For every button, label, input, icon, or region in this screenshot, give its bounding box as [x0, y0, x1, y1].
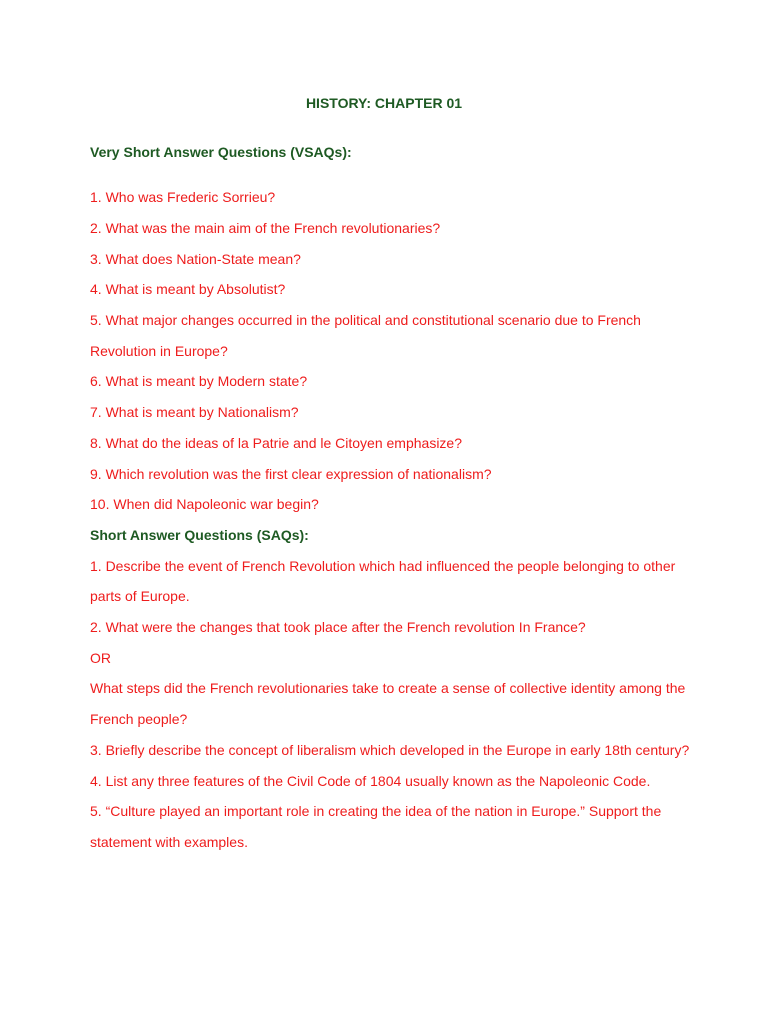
vsaq-question: 1. Who was Frederic Sorrieu?	[90, 189, 276, 206]
vsaq-question: 6. What is meant by Modern state?	[90, 373, 308, 390]
saq-list	[90, 551, 690, 858]
vsaq-heading: Very Short Answer Questions (VSAQs):	[90, 144, 352, 160]
vsaq-question: 4. What is meant by Absolutist?	[90, 281, 286, 298]
vsaq-question: 5. What major changes occurred in the political and constitutional scenario due to French Revolution in Europe?	[90, 312, 641, 359]
vsaq-list	[90, 182, 690, 520]
vsaq-question: 3. What does Nation-State mean?	[90, 250, 301, 267]
saq-or-separator: OR	[90, 649, 111, 666]
vsaq-question: 8. What do the ideas of la Patrie and le Citoyen emphasize?	[90, 434, 462, 451]
vsaq-question: 9. Which revolution was the first clear expression of nationalism?	[90, 465, 492, 482]
saq-question: 3. Briefly describe the concept of liberalism which developed in the Europe in early 18th century?	[90, 741, 690, 758]
saq-question: 2. What were the changes that took place after the French revolution In France?	[90, 619, 586, 636]
saq-heading: Short Answer Questions (SAQs):	[90, 526, 309, 543]
document-title: HISTORY: CHAPTER 01	[305, 95, 463, 111]
document-content	[90, 137, 690, 858]
saq-question: What steps did the French revolutionaries take to create a sense of collective identity among the French people?	[90, 680, 686, 728]
vsaq-question: 7. What is meant by Nationalism?	[90, 404, 299, 421]
vsaq-question: 10. When did Napoleonic war begin?	[90, 496, 319, 513]
section-gap	[90, 168, 690, 183]
saq-question: 1. Describe the event of French Revolution which had influenced the people belonging to other parts of Europe.	[90, 557, 676, 605]
vsaq-question: 2. What was the main aim of the French revolutionaries?	[90, 219, 441, 236]
saq-question: 4. List any three features of the Civil Code of 1804 usually known as the Napoleonic Code.	[90, 772, 651, 789]
saq-question: 5. “Culture played an important role in creating the idea of the nation in Europe.” Support the statement with examples.	[90, 803, 662, 850]
